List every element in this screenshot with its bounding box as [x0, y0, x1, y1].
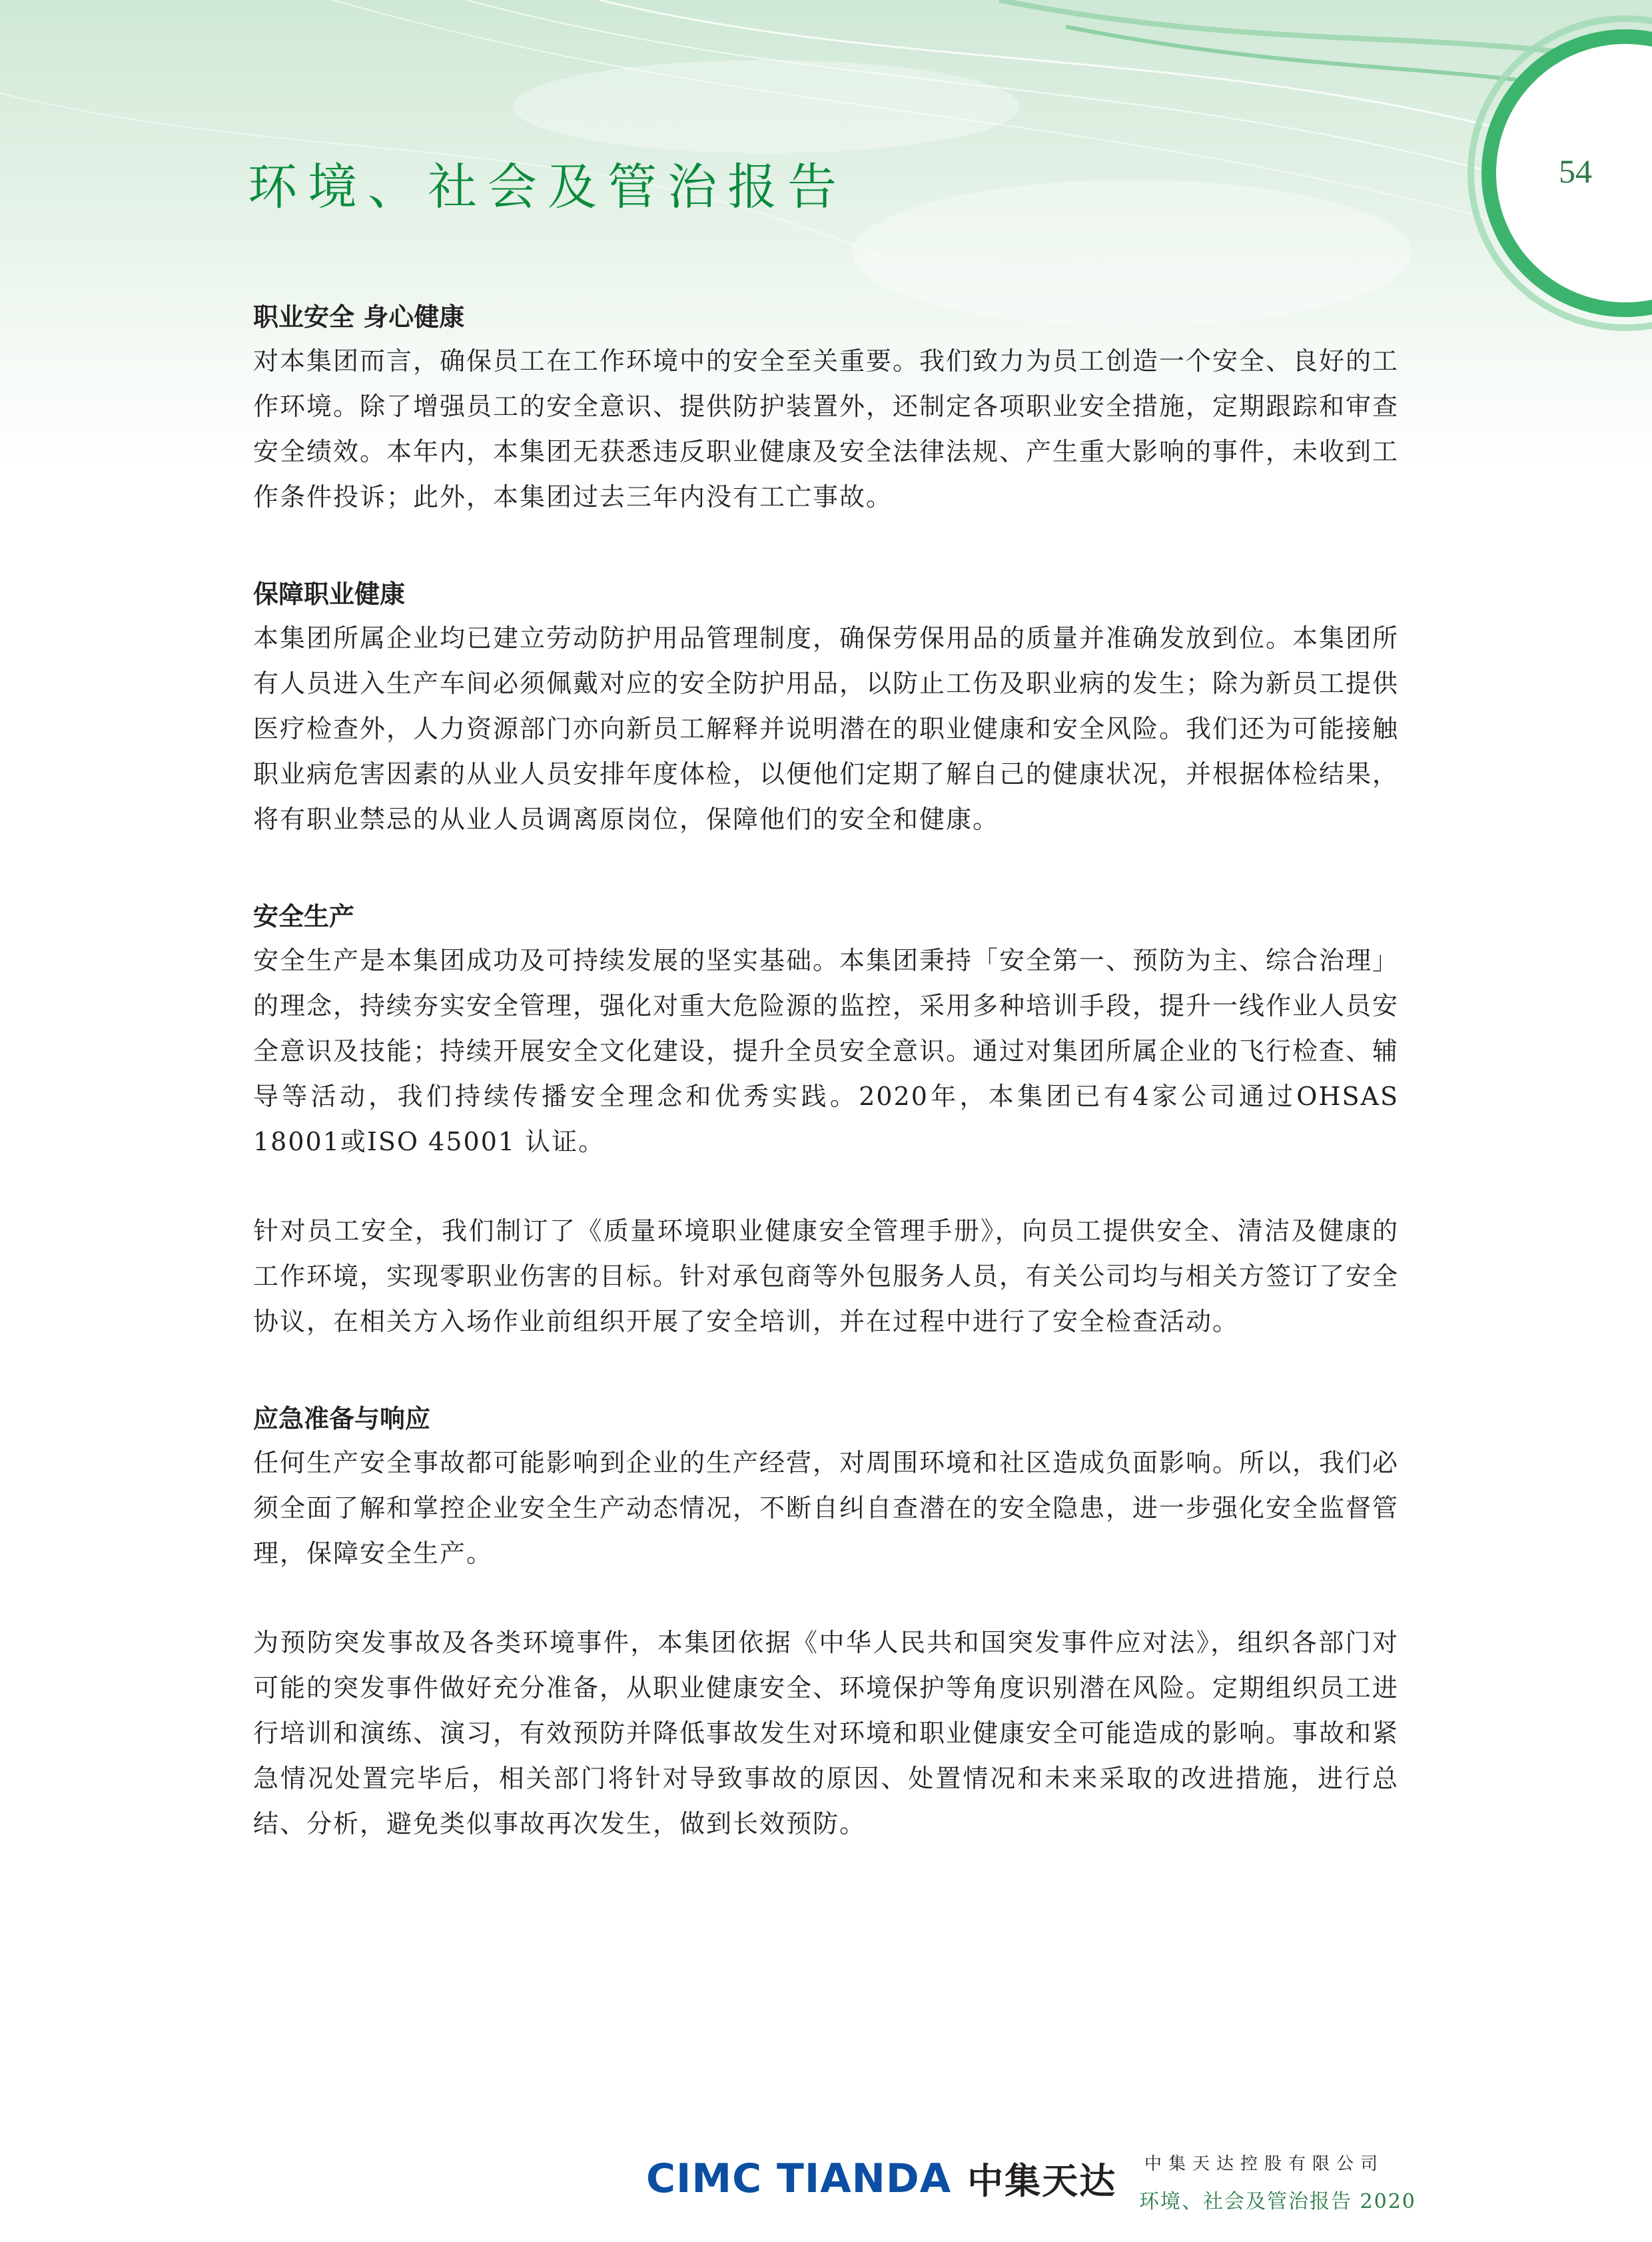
paragraph: 任何生产安全事故都可能影响到企业的生产经营，对周围环境和社区造成负面影响。所以，我们必须全面了解和掌控企业安全生产动态情况，不断自纠自查潜在的安全隐患，进一步强化安全监督管理，保障安全生产。 — [253, 1448, 1400, 1568]
paragraph: 对本集团而言，确保员工在工作环境中的安全至关重要。我们致力为员工创造一个安全、良好的工作环境。除了增强员工的安全意识、提供防护装置外，还制定各项职业安全措施，定期跟踪和审查安全绩效。本年内，本集团无获悉违反职业健康及安全法律法规、产生重大影响的事件，未收到工作条件投诉；此外，本集团过去三年内没有工亡事故。 — [253, 346, 1400, 512]
section-production-safety — [253, 895, 1399, 1344]
company-logo — [646, 2153, 1116, 2204]
section-heading: 职业安全 身心健康 — [253, 302, 465, 332]
section-heading: 应急准备与响应 — [253, 1404, 431, 1433]
section-heading: 安全生产 — [253, 902, 355, 931]
paragraph: 针对员工安全，我们制订了《质量环境职业健康安全管理手册》，向员工提供安全、清洁及健康的工作环境，实现零职业伤害的目标。针对承包商等外包服务人员，有关公司均与相关方签订了安全协议，在相关方入场作业前组织开展了安全培训，并在过程中进行了安全检查活动。 — [253, 1216, 1400, 1336]
company-name: 中集天达控股有限公司 — [1144, 2154, 1385, 2174]
section-heading: 保障职业健康 — [253, 579, 406, 609]
paragraph: 为预防突发事故及各类环境事件，本集团依据《中华人民共和国突发事件应对法》，组织各部门对可能的突发事件做好充分准备，从职业健康安全、环境保护等角度识别潜在风险。定期组织员工进行培训和演练、演习，有效预防并降低事故发生对环境和职业健康安全可能造成的影响。事故和紧急情况处置完毕后，相关部门将针对导致事故的原因、处置情况和未来采取的改进措施，进行总结、分析，避免类似事故再次发生，做到长效预防。 — [253, 1628, 1400, 1838]
page-number: 54 — [1559, 153, 1592, 190]
logo-latin-text: CIMC TIANDA — [646, 2155, 952, 2202]
paragraph: 本集团所属企业均已建立劳动防护用品管理制度，确保劳保用品的质量并准确发放到位。本集团所有人员进入生产车间必须佩戴对应的安全防护用品，以防止工伤及职业病的发生；除为新员工提供医疗检查外，人力资源部门亦向新员工解释并说明潜在的职业健康和安全风险。我们还为可能接触职业病危害因素的从业人员安排年度体检，以便他们定期了解自己的健康状况，并根据体检结果，将有职业禁忌的从业人员调离原岗位，保障他们的安全和健康。 — [253, 623, 1400, 834]
report-name: 环境、社会及管治报告 2020 — [1139, 2190, 1416, 2213]
main-content — [253, 296, 1399, 1900]
section-emergency-response — [253, 1397, 1399, 1846]
footer — [0, 2118, 1652, 2213]
paragraph: 安全生产是本集团成功及可持续发展的坚实基础。本集团秉持「安全第一、预防为主、综合治理」的理念，持续夯实安全管理，强化对重大危险源的监控，采用多种培训手段，提升一线作业人员安全意识及技能；持续开展安全文化建设，提升全员安全意识。通过对集团所属企业的飞行检查、辅导等活动，我们持续传播安全理念和优秀实践。2020年，本集团已有4家公司通过OHSAS 18001或ISO 45001 认证。 — [253, 946, 1400, 1156]
section-occupational-safety — [253, 296, 1399, 520]
section-occupational-health — [253, 573, 1399, 842]
report-title: 环境、社会及管治报告 — [248, 159, 847, 216]
logo-chinese-text: 中集天达 — [967, 2160, 1117, 2202]
